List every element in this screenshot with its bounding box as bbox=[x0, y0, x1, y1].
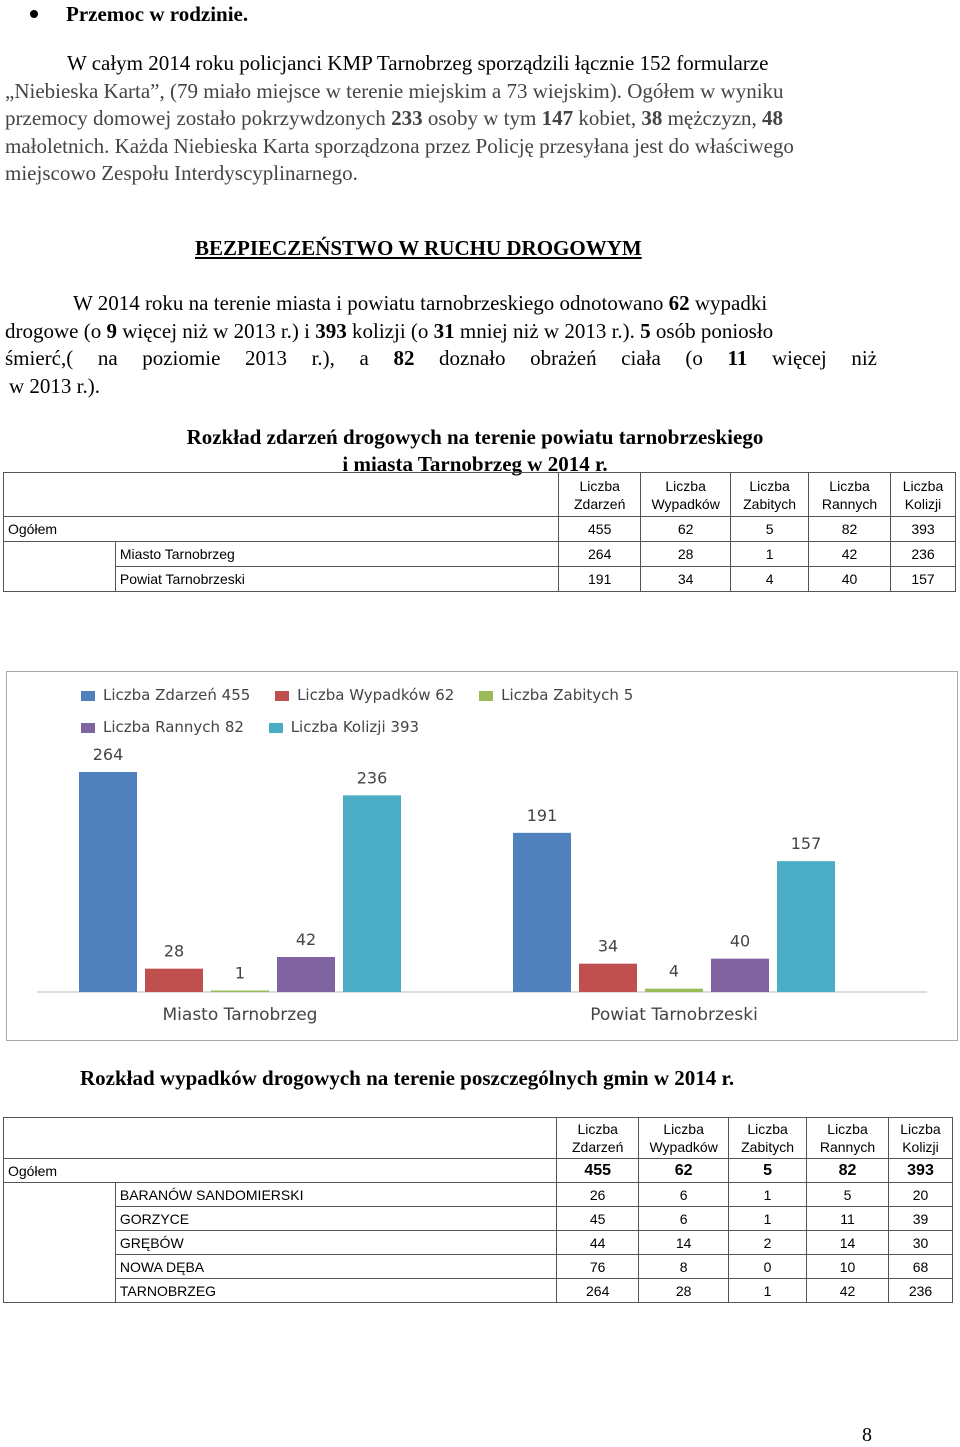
table-cell: 39 bbox=[888, 1207, 952, 1231]
chart-bar bbox=[711, 959, 769, 992]
paragraph-line bbox=[5, 290, 877, 318]
table-cell: 2 bbox=[729, 1231, 807, 1255]
table-cell: 1 bbox=[729, 1207, 807, 1231]
chart-bar bbox=[277, 957, 335, 992]
chart-data-label: 1 bbox=[234, 963, 246, 983]
table-cell: 82 bbox=[809, 517, 891, 542]
table-cell: 26 bbox=[557, 1183, 639, 1207]
table-cell: 42 bbox=[809, 542, 891, 567]
chart-data-label: 264 bbox=[92, 745, 124, 764]
text: osoby w tym bbox=[422, 106, 542, 130]
table-cell: 44 bbox=[557, 1231, 639, 1255]
column-header: Liczba Wypadków bbox=[639, 1118, 729, 1159]
bullet-icon bbox=[30, 10, 38, 18]
chart-bar bbox=[645, 989, 703, 992]
table-cell: 11 bbox=[807, 1207, 889, 1231]
chart-bar bbox=[211, 991, 269, 993]
column-header: Liczba Zabitych bbox=[729, 1118, 807, 1159]
section-heading-domestic-violence bbox=[30, 2, 248, 27]
number: 82 bbox=[393, 346, 415, 370]
table-cell: 0 bbox=[729, 1255, 807, 1279]
table-row bbox=[4, 1183, 953, 1207]
text: drogowe (o bbox=[5, 318, 107, 343]
row-label: GORZYCE bbox=[115, 1207, 556, 1231]
number: 11 bbox=[727, 346, 748, 370]
table-cell: 62 bbox=[639, 1159, 729, 1183]
table-cell: 264 bbox=[559, 542, 641, 567]
table-cell: 42 bbox=[807, 1279, 889, 1303]
row-label: Miasto Tarnobrzeg bbox=[115, 542, 558, 567]
row-label: NOWA DĘBA bbox=[115, 1255, 556, 1279]
table-row bbox=[4, 1231, 953, 1255]
table-cell: 10 bbox=[807, 1255, 889, 1279]
table-header-row bbox=[4, 473, 956, 517]
chart-category-label: Powiat Tarnobrzeski bbox=[590, 1005, 758, 1025]
table-row bbox=[4, 542, 956, 567]
text: kolizji (o bbox=[346, 318, 434, 343]
violence-paragraph bbox=[5, 50, 875, 188]
chart-data-label: 157 bbox=[790, 834, 822, 854]
table-cell: 82 bbox=[807, 1159, 889, 1183]
column-header: Liczba Zdarzeń bbox=[557, 1118, 639, 1159]
paragraph-line: „Niebieska Karta”, (79 miało miejsce w terenie miejskim a 73 wiejskim). Ogółem w wyniku bbox=[5, 78, 784, 103]
table-cell: 20 bbox=[888, 1183, 952, 1207]
table-cell: 6 bbox=[639, 1183, 729, 1207]
paragraph-line bbox=[5, 133, 875, 161]
chart-data-label: 28 bbox=[163, 941, 185, 961]
number: 393 bbox=[315, 318, 347, 343]
empty-cell bbox=[4, 542, 116, 567]
empty-cell bbox=[4, 1279, 116, 1303]
empty-header-cell bbox=[4, 473, 559, 517]
table-cell: 8 bbox=[639, 1255, 729, 1279]
legend-label: Liczba Rannych 82 bbox=[103, 718, 244, 736]
table-cell: 6 bbox=[639, 1207, 729, 1231]
table-cell: 157 bbox=[891, 567, 956, 592]
table-cell: 30 bbox=[888, 1231, 952, 1255]
table1-caption bbox=[120, 424, 830, 478]
paragraph-line bbox=[5, 318, 877, 346]
chart-data-label: 191 bbox=[526, 805, 558, 825]
table-cell: 5 bbox=[731, 517, 809, 542]
legend-label: Liczba Wypadków 62 bbox=[297, 686, 455, 704]
table-cell: 45 bbox=[557, 1207, 639, 1231]
number: 9 bbox=[106, 318, 117, 343]
caption-line: i miasta Tarnobrzeg w 2014 r. bbox=[342, 452, 608, 476]
road-events-table bbox=[3, 472, 956, 592]
empty-header-cell bbox=[4, 1118, 557, 1159]
empty-cell bbox=[4, 1255, 116, 1279]
text: osób poniosło bbox=[650, 318, 774, 343]
empty-cell bbox=[4, 567, 116, 592]
column-header: Liczba Zabitych bbox=[731, 473, 809, 517]
text: mniej niż w 2013 r.). bbox=[454, 318, 641, 343]
row-label: TARNOBRZEG bbox=[115, 1279, 556, 1303]
text: doznało obrażeń ciała (o bbox=[414, 346, 728, 370]
table-cell: 76 bbox=[557, 1255, 639, 1279]
row-label: Ogółem bbox=[4, 517, 116, 542]
table-cell: 40 bbox=[809, 567, 891, 592]
table-cell: 455 bbox=[559, 517, 641, 542]
page-number: 8 bbox=[862, 1424, 872, 1446]
table-cell: 1 bbox=[729, 1279, 807, 1303]
row-label: Powiat Tarnobrzeski bbox=[115, 567, 558, 592]
road-events-chart bbox=[6, 671, 958, 1041]
empty-cell bbox=[4, 1231, 116, 1255]
paragraph-line: miejscowo Zespołu Interdyscyplinarnego. bbox=[5, 161, 358, 185]
chart-bar bbox=[777, 861, 835, 992]
column-header: Liczba Kolizji bbox=[888, 1118, 952, 1159]
text: przemocy domowej zostało pokrzywdzonych bbox=[5, 106, 392, 130]
column-header: Liczba Wypadków bbox=[641, 473, 731, 517]
text: kobiet, bbox=[573, 106, 642, 130]
empty-cell bbox=[4, 1183, 116, 1207]
table-cell: 14 bbox=[639, 1231, 729, 1255]
table-cell: 236 bbox=[888, 1279, 952, 1303]
number: 38 bbox=[641, 106, 663, 130]
number: 31 bbox=[433, 318, 455, 343]
table-cell: 14 bbox=[807, 1231, 889, 1255]
table-cell: 5 bbox=[807, 1183, 889, 1207]
text: W 2014 roku na terenie miasta i powiatu tarnobrzeskiego odnotowano bbox=[73, 291, 669, 315]
empty-cell bbox=[115, 1159, 556, 1183]
text: więcej niż bbox=[747, 346, 877, 370]
legend-label: Liczba Zabitych 5 bbox=[501, 686, 634, 704]
table2-caption: Rozkład wypadków drogowych na terenie poszczególnych gmin w 2014 r. bbox=[80, 1066, 735, 1090]
table-cell: 68 bbox=[888, 1255, 952, 1279]
table-cell: 455 bbox=[557, 1159, 639, 1183]
text: śmierć,( na poziomie 2013 r.), a bbox=[5, 346, 394, 370]
column-header: Liczba Rannych bbox=[807, 1118, 889, 1159]
column-header: Liczba Rannych bbox=[809, 473, 891, 517]
table-cell: 28 bbox=[639, 1279, 729, 1303]
table-cell: 62 bbox=[641, 517, 731, 542]
table-cell: 393 bbox=[891, 517, 956, 542]
number: 5 bbox=[640, 318, 651, 343]
text: wypadki bbox=[689, 291, 768, 315]
chart-data-label: 4 bbox=[668, 961, 680, 981]
table-cell: 34 bbox=[641, 567, 731, 592]
table-cell: 28 bbox=[641, 542, 731, 567]
table-cell: 1 bbox=[731, 542, 809, 567]
text: małoletnich. bbox=[5, 133, 115, 158]
chart-data-label: 40 bbox=[729, 931, 751, 951]
table-cell: 264 bbox=[557, 1279, 639, 1303]
chart-plot bbox=[7, 672, 957, 1040]
chart-bar bbox=[145, 969, 203, 992]
empty-cell bbox=[4, 1207, 116, 1231]
chart-category-label: Miasto Tarnobrzeg bbox=[162, 1005, 318, 1025]
legend-label: Liczba Zdarzeń 455 bbox=[103, 686, 251, 704]
table-row-total bbox=[4, 517, 956, 542]
table-cell: 393 bbox=[888, 1159, 952, 1183]
column-header: Liczba Zdarzeń bbox=[559, 473, 641, 517]
number: 62 bbox=[668, 291, 690, 315]
number: 48 bbox=[762, 106, 784, 130]
table-row bbox=[4, 1279, 953, 1303]
paragraph-line bbox=[5, 345, 877, 373]
row-label: GRĘBÓW bbox=[115, 1231, 556, 1255]
chart-bar bbox=[579, 964, 637, 992]
number: 147 bbox=[541, 106, 574, 130]
road-safety-heading: BEZPIECZEŃSTWO W RUCHU DROGOWYM bbox=[195, 236, 642, 260]
table-cell: 1 bbox=[729, 1183, 807, 1207]
caption-line: Rozkład zdarzeń drogowych na terenie powiatu tarnobrzeskiego bbox=[186, 425, 764, 449]
table-row bbox=[4, 1255, 953, 1279]
text: więcej niż w 2013 r.) i bbox=[116, 318, 316, 343]
table-row-total bbox=[4, 1159, 953, 1183]
paragraph-line: w 2013 r.). bbox=[9, 373, 100, 398]
paragraph-line bbox=[5, 105, 875, 133]
chart-data-label: 34 bbox=[597, 936, 619, 956]
table-cell: 4 bbox=[731, 567, 809, 592]
row-label: Ogółem bbox=[4, 1159, 116, 1183]
chart-bar bbox=[513, 833, 571, 992]
legend-label: Liczba Kolizji 393 bbox=[290, 718, 420, 736]
table-cell: 236 bbox=[891, 542, 956, 567]
chart-bar bbox=[343, 795, 401, 992]
column-header: Liczba Kolizji bbox=[891, 473, 956, 517]
table-row bbox=[4, 1207, 953, 1231]
row-label: BARANÓW SANDOMIERSKI bbox=[115, 1183, 556, 1207]
table-cell: 191 bbox=[559, 567, 641, 592]
number: 233 bbox=[391, 106, 423, 130]
empty-cell bbox=[115, 517, 558, 542]
chart-data-label: 236 bbox=[356, 768, 388, 788]
chart-data-label: 42 bbox=[295, 930, 317, 949]
bullet-text: Przemoc w rodzinie. bbox=[66, 2, 249, 26]
table-header-row bbox=[4, 1118, 953, 1159]
table-row bbox=[4, 567, 956, 592]
text: Każda Niebieska Karta sporządzona przez Policję przesyłana jest do właściwego bbox=[114, 133, 794, 158]
paragraph-line: W całym 2014 roku policjanci KMP Tarnobrzeg sporządzili łącznie 152 formularze bbox=[67, 51, 769, 75]
table-cell: 5 bbox=[729, 1159, 807, 1183]
chart-bar bbox=[79, 772, 137, 992]
text: mężczyzn, bbox=[662, 106, 763, 130]
road-paragraph bbox=[5, 290, 877, 400]
municipal-accidents-table bbox=[3, 1117, 953, 1303]
